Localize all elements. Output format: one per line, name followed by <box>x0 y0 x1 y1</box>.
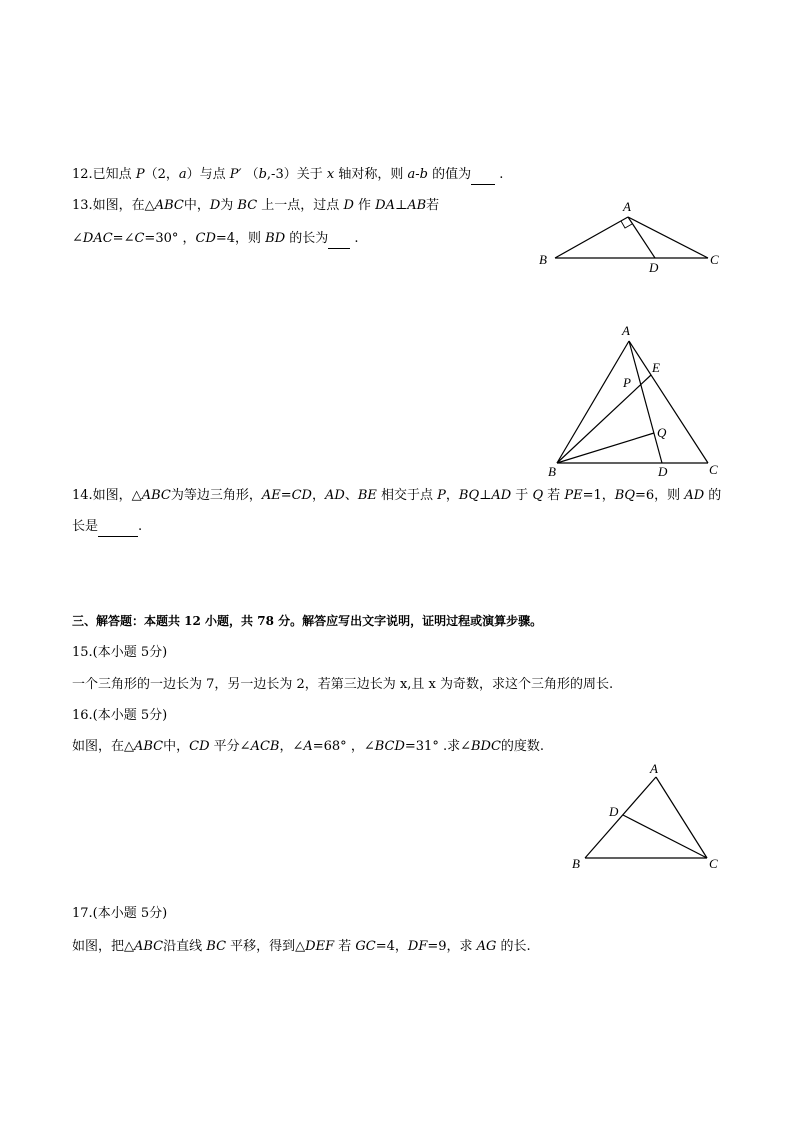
q13-text: 中， <box>183 198 210 213</box>
question-15-body: 一个三角形的一边长为 7，另一边长为 2，若第三边长为 x,且 x 为奇数，求这个三角形的周长. <box>72 677 614 692</box>
q14-text: 为等边三角形， <box>170 488 262 503</box>
q17-text: =9，求 <box>427 939 477 954</box>
q16-text: ，∠ <box>279 739 304 754</box>
label-D: D <box>658 464 668 479</box>
q12-text: （2， <box>144 167 179 182</box>
q17-var: ABC <box>134 939 164 954</box>
q16-var: ACB <box>250 739 280 754</box>
q14-var: P <box>437 488 446 503</box>
q14-text: 若 <box>543 488 565 503</box>
q16-var: ABC <box>134 739 164 754</box>
question-16-heading: 16.(本小题 5分) <box>72 708 168 723</box>
q17-text: 的长. <box>496 939 531 954</box>
q17-var: GC <box>355 939 376 954</box>
q14-var: AD <box>491 488 512 503</box>
q17-var: AG <box>476 939 497 954</box>
q12-text: 12.已知点 <box>72 167 136 182</box>
q14-var: BQ <box>458 488 480 503</box>
q13-text: 若 <box>426 198 440 213</box>
q14-var: PE <box>564 488 583 503</box>
q13-text: ∠ <box>72 231 83 246</box>
q14-text: 14.如图，△ <box>72 488 142 503</box>
q13-text: =4，则 <box>215 231 266 246</box>
label-A: A <box>650 761 658 776</box>
label-D: D <box>649 260 659 275</box>
label-A: A <box>623 199 631 214</box>
segment-CD <box>623 815 707 858</box>
q14-text: ， <box>311 488 325 503</box>
q12-text: （ <box>241 167 259 182</box>
q14-text: ⊥ <box>479 488 492 503</box>
q13-text: 作 <box>353 198 376 213</box>
q13-text: 13.如图，在△ <box>72 198 155 213</box>
q14-var: BQ <box>614 488 636 503</box>
q17-text: 平移，得到△ <box>226 939 306 954</box>
q14-var: AD <box>325 488 345 503</box>
q12-var: P <box>135 167 145 182</box>
q17-text: 若 <box>334 939 356 954</box>
q12-var: P′ <box>229 167 242 182</box>
q13-var: ABC <box>154 198 184 213</box>
q13-var: D <box>209 198 221 213</box>
q12-text: ）与点 <box>186 167 230 182</box>
q16-var: A <box>303 739 313 754</box>
q16-var: BCD <box>374 739 405 754</box>
label-C: C <box>710 252 719 267</box>
section-3-heading: 三、解答题：本题共 12 小题，共 78 分。解答应写出文字说明，证明过程或演算步骤。 <box>72 614 543 628</box>
q14-text: 长是 <box>72 519 99 534</box>
label-B: B <box>572 856 580 871</box>
q13-text: . <box>350 231 359 246</box>
q16-text: 如图，在△ <box>72 739 134 754</box>
q16-var: CD <box>189 739 210 754</box>
q12-text: 的值为 <box>427 167 472 182</box>
q17-text: 沿直线 <box>163 939 207 954</box>
q14-text: . <box>138 519 143 534</box>
q16-text: 平分∠ <box>209 739 251 754</box>
label-B: B <box>548 464 556 479</box>
q12-text: 轴对称，则 <box>334 167 408 182</box>
q13-var: DA <box>375 198 395 213</box>
q14-text: 的 <box>704 488 722 503</box>
q16-text: =31° .求∠ <box>404 739 471 754</box>
question-15-heading: 15.(本小题 5分) <box>72 645 168 660</box>
q13-var: C <box>134 231 145 246</box>
q14-var: AE=CD <box>261 488 312 503</box>
q13-text: ⊥ <box>394 198 408 213</box>
segment-AB <box>585 777 656 858</box>
q13-text: =30° ， <box>144 231 196 246</box>
q13-text: =∠ <box>112 231 135 246</box>
label-B: B <box>539 252 547 267</box>
segment-AC <box>656 777 707 858</box>
q13-var: AB <box>407 198 427 213</box>
q13-text: 上一点，过点 <box>257 198 344 213</box>
q17-var: DEF <box>305 939 335 954</box>
label-D: D <box>609 804 619 819</box>
label-A: A <box>622 323 630 338</box>
q14-var: AD <box>684 488 705 503</box>
q16-text: 中， <box>163 739 190 754</box>
q13-var: CD <box>195 231 216 246</box>
q14-var: BE <box>357 488 377 503</box>
q17-text: 如图，把△ <box>72 939 134 954</box>
q13-var: D <box>343 198 354 213</box>
q13-var: BC <box>237 198 258 213</box>
q13-text: 的长为 <box>285 231 329 246</box>
q14-var: Q <box>532 488 544 503</box>
q17-var: DF <box>407 939 428 954</box>
q13-text: 为 <box>220 198 238 213</box>
q12-var: a <box>178 167 187 182</box>
q14-text: =6，则 <box>635 488 685 503</box>
q14-text: 、 <box>344 488 358 503</box>
label-C: C <box>709 856 718 871</box>
q12-var: a-b <box>407 167 428 182</box>
q14-text: ， <box>445 488 459 503</box>
q13-var: DAC <box>82 231 113 246</box>
q16-text: =68° ，∠ <box>312 739 375 754</box>
q12-var: x <box>326 167 335 182</box>
q16-var: BDC <box>470 739 501 754</box>
label-P: P <box>623 375 631 390</box>
question-17-heading: 17.(本小题 5分) <box>72 906 168 921</box>
label-E: E <box>652 360 660 375</box>
q14-text: =1， <box>582 488 615 503</box>
label-Q: Q <box>657 425 667 440</box>
q17-var: BC <box>206 939 227 954</box>
q14-text: 相交于点 <box>376 488 438 503</box>
q14-var: ABC <box>141 488 171 503</box>
q16-text: 的度数. <box>500 739 545 754</box>
label-C: C <box>709 462 718 477</box>
q13-var: BD <box>265 231 286 246</box>
q17-text: =4， <box>375 939 408 954</box>
q12-var: b <box>258 167 267 182</box>
question-17-body <box>72 937 531 957</box>
q12-text: . <box>495 167 504 182</box>
q12-text: ,-3）关于 <box>266 167 327 182</box>
q14-text: 于 <box>511 488 533 503</box>
